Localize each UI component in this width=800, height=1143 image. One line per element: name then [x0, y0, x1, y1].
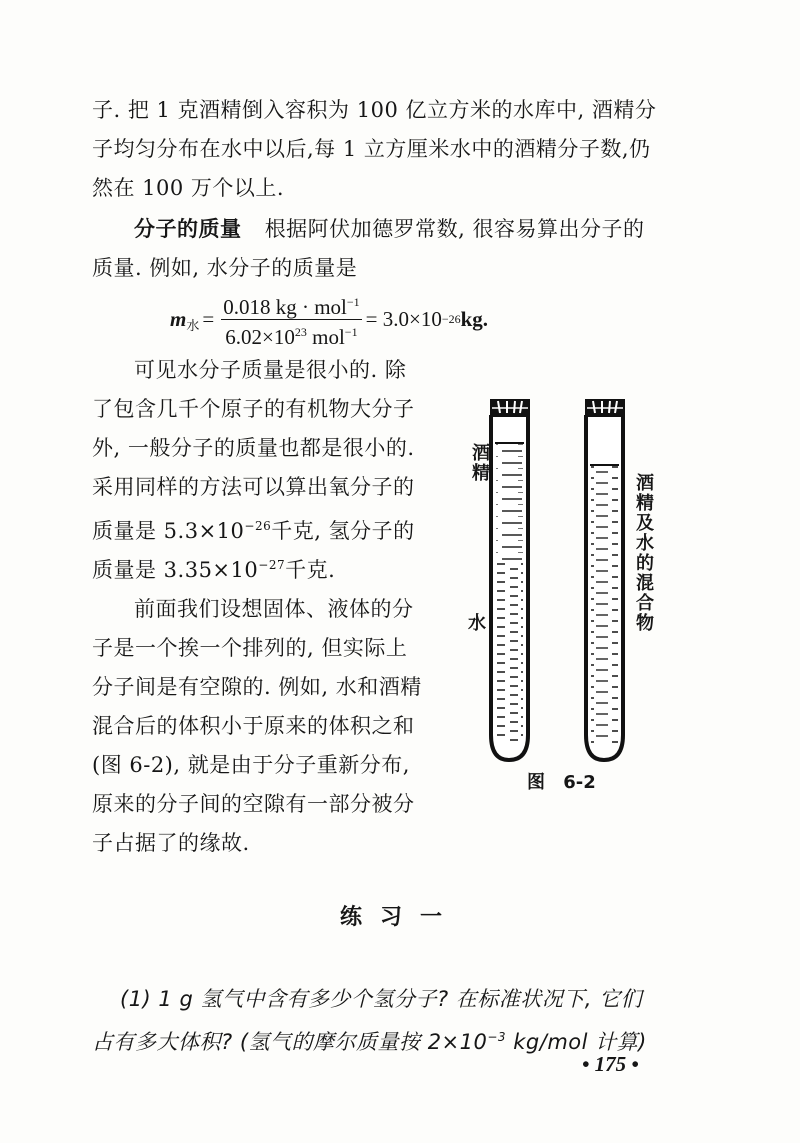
figure-caption: 图 6-2: [527, 772, 596, 793]
formula-subscript: 水: [186, 319, 200, 334]
page-number: • 175 •: [582, 1052, 639, 1076]
paragraph-2-line-5: [92, 512, 415, 545]
numerator-text: 0.018 kg · mol: [223, 295, 347, 319]
exercise-q1-line-2: [92, 1023, 647, 1056]
hydrogen-mass-tail: 千克.: [285, 558, 336, 582]
section-mass-line-2: 质量. 例如, 水分子的质量是: [92, 256, 358, 280]
paragraph-2-line-3: 外, 一般分子的质量也都是很小的.: [92, 436, 415, 460]
paragraph-3-line-1: 前面我们设想固体、液体的分: [134, 597, 414, 621]
paragraph-2-line-2: 了包含几千个原子的有机物大分子: [92, 397, 415, 421]
paragraph-3-line-3: 分子间是有空隙的. 例如, 水和酒精: [92, 675, 422, 699]
figure-6-2: [460, 385, 680, 805]
hydrogen-mass-exponent: −27: [258, 558, 286, 572]
numerator-exponent: −1: [346, 295, 360, 309]
label-mixture: 酒精及水的混合物: [633, 473, 654, 633]
oxygen-mass-exponent: −26: [244, 519, 272, 533]
exercise-q1-exponent: −3: [487, 1030, 507, 1044]
formula-variable: m: [170, 307, 187, 331]
paragraph-2-line-1: 可见水分子质量是很小的. 除: [134, 358, 407, 382]
section-mass-line-1: [134, 215, 645, 243]
denominator-exponent: 23: [294, 325, 307, 339]
paragraph-3-line-5: (图 6-2), 就是由于分子重新分布,: [92, 753, 410, 777]
label-alcohol: 酒精: [469, 443, 490, 483]
paragraph-3-line-6: 原来的分子间的空隙有一部分被分: [92, 792, 415, 816]
oxygen-mass-text: 质量是 5.3×10: [92, 519, 245, 543]
section-mass-text: 根据阿伏加德罗常数, 很容易算出分子的: [264, 217, 645, 241]
exercise-q1-text: 占有多大体积? (氢气的摩尔质量按 2×10: [92, 1030, 488, 1054]
left-tube: [490, 399, 530, 760]
paragraph-2-line-4: 采用同样的方法可以算出氧分子的: [92, 475, 415, 499]
formula-result: = 3.0×10: [365, 307, 442, 331]
formula-fraction: [221, 290, 361, 349]
water-mass-formula: [170, 290, 488, 349]
paragraph-1-line-2: 子均匀分布在水中以后,每 1 立方厘米水中的酒精分子数,仍: [92, 137, 651, 161]
denominator-unit-exponent: −1: [344, 325, 358, 339]
paragraph-3-line-2: 子是一个挨一个排列的, 但实际上: [92, 636, 408, 660]
right-tube: [585, 399, 625, 760]
paragraph-3-line-4: 混合后的体积小于原来的体积之和: [92, 714, 415, 738]
paragraph-1-line-3: 然在 100 万个以上.: [92, 176, 285, 200]
paragraph-3-line-7: 子占据了的缘故.: [92, 831, 250, 855]
section-heading: 分子的质量: [134, 217, 242, 241]
exercise-q1-line-1: (1) 1 g 氢气中含有多少个氢分子? 在标准状况下, 它们: [120, 987, 643, 1011]
formula-numerator: [221, 290, 361, 320]
paragraph-1-line-1: 子. 把 1 克酒精倒入容积为 100 亿立方米的水库中, 酒精分: [92, 98, 657, 122]
denominator-unit: mol: [306, 325, 345, 349]
denominator-text: 6.02×10: [225, 325, 295, 349]
formula-result-unit: kg.: [460, 307, 489, 331]
oxygen-mass-tail: 千克, 氢分子的: [271, 519, 415, 543]
formula-equals: =: [202, 307, 215, 331]
exercise-q1-tail: kg/mol 计算): [506, 1030, 647, 1054]
formula-denominator: [223, 320, 359, 349]
hydrogen-mass-text: 质量是 3.35×10: [92, 558, 259, 582]
label-water: 水: [468, 613, 486, 634]
exercise-title: 练习一: [339, 905, 460, 930]
formula-result-exponent: −26: [441, 312, 461, 326]
paragraph-2-line-6: [92, 551, 335, 584]
